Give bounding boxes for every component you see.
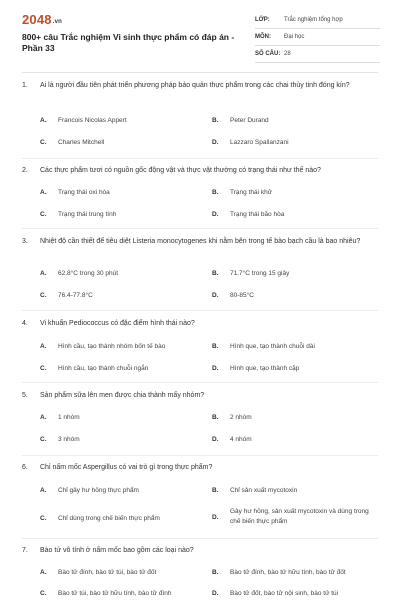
option-text: 1 nhóm (58, 414, 80, 421)
option-c[interactable] (40, 138, 200, 148)
option-d[interactable] (212, 435, 372, 445)
question-7 (22, 545, 378, 597)
logo-text: 2048 (22, 12, 52, 27)
option-text: 62.8°C trong 30 phút (58, 270, 119, 277)
question-number: 2. (22, 167, 28, 174)
option-d[interactable] (212, 364, 372, 374)
logo-suffix: .vn (52, 19, 63, 25)
page-title: 800+ câu Trắc nghiệm Vi sinh thực phẩm có đáp án - Phần 33 (22, 32, 235, 53)
option-text: Bào tử túi, bào tử hữu tính, bào tử đính (58, 590, 172, 597)
option-b[interactable] (212, 269, 372, 279)
option-letter: B. (212, 189, 219, 196)
option-letter: D. (212, 292, 219, 299)
option-a[interactable] (40, 116, 200, 126)
option-text: 76.4-77.8°C (58, 292, 93, 299)
option-b[interactable] (212, 568, 372, 578)
meta-count-value: 28 (284, 51, 291, 57)
question-number: 5. (22, 392, 28, 399)
option-a[interactable] (40, 568, 200, 578)
option-letter: A. (40, 117, 47, 124)
option-text: Lazzaro Spallanzani (230, 139, 289, 146)
option-text: 80-85°C (230, 292, 254, 299)
option-letter: C. (40, 436, 47, 443)
option-c[interactable] (40, 210, 200, 220)
question-number: 4. (22, 320, 28, 327)
option-letter: B. (212, 343, 219, 350)
header-divider (22, 72, 378, 73)
question-divider (22, 538, 378, 539)
option-c[interactable] (40, 514, 200, 524)
question-1 (22, 80, 378, 166)
option-letter: A. (40, 270, 47, 277)
option-letter: C. (40, 515, 47, 522)
option-letter: D. (212, 211, 219, 218)
option-letter: B. (212, 270, 219, 277)
option-d[interactable] (212, 589, 372, 599)
option-letter: C. (40, 292, 47, 299)
question-body: Vi khuẩn Pediococcus có đặc điểm hình thái nào? (40, 320, 195, 327)
option-d[interactable] (212, 291, 372, 301)
question-text (22, 390, 378, 401)
option-text: Charles Mitchell (58, 139, 105, 146)
question-text (22, 318, 378, 329)
option-text: Hình cầu, tạo thành nhóm bốn tế bào (58, 343, 166, 350)
option-letter: D. (212, 365, 219, 372)
option-letter: C. (40, 211, 47, 218)
question-body: Nhiệt độ cần thiết để tiêu diệt Listeria monocytogenes khi nằm bên trong tế bào bạch cầu là bao nhiêu? (40, 238, 361, 245)
option-a[interactable] (40, 269, 200, 279)
option-text: Bào tử đính, bào tử túi, bào tử đốt (58, 569, 157, 576)
question-body: Bào tử vô tính ở nấm mốc bao gồm các loại nào? (40, 547, 194, 554)
option-text: Bào tử đính, bào tử hữu tính, bào tử đốt (230, 569, 346, 576)
option-d[interactable] (212, 507, 372, 527)
option-d[interactable] (212, 138, 372, 148)
question-2 (22, 165, 378, 218)
option-text: Chỉ gây hư hỏng thực phẩm (58, 487, 139, 494)
question-body: Sản phẩm sữa lên men được chia thành mấy nhóm? (40, 392, 205, 399)
question-6 (22, 462, 378, 525)
option-letter: B. (212, 487, 219, 494)
option-text: Trạng thái khử (230, 189, 273, 196)
question-divider (22, 228, 378, 229)
question-number: 6. (22, 464, 28, 471)
meta-class-value: Trắc nghiệm tổng hợp (284, 17, 343, 23)
site-logo[interactable] (22, 12, 62, 27)
meta-class-row (255, 12, 380, 29)
option-b[interactable] (212, 413, 372, 423)
option-letter: A. (40, 189, 47, 196)
option-text: Trạng thái oxi hóa (58, 189, 110, 196)
option-text: 2 nhóm (230, 414, 252, 421)
option-c[interactable] (40, 291, 200, 301)
option-a[interactable] (40, 342, 200, 352)
option-b[interactable] (212, 188, 372, 198)
question-5 (22, 390, 378, 443)
option-letter: C. (40, 590, 47, 597)
question-body: Các thực phẩm tươi có nguồn gốc động vật và thực vật thường có trạng thái như thế nào? (40, 167, 321, 174)
option-letter: D. (212, 590, 219, 597)
question-divider (22, 382, 378, 383)
option-text: Trạng thái bão hòa (230, 211, 285, 218)
option-b[interactable] (212, 486, 372, 496)
option-letter: B. (212, 117, 219, 124)
option-text: Bào tử đốt, bào tử nội sinh, bào tử túi (230, 590, 339, 597)
option-a[interactable] (40, 486, 200, 496)
option-letter: C. (40, 365, 47, 372)
question-number: 3. (22, 238, 28, 245)
question-text (22, 165, 378, 176)
question-text (22, 80, 378, 91)
meta-count-label: SỐ CÂU: (255, 51, 281, 57)
question-3 (22, 236, 378, 299)
option-a[interactable] (40, 188, 200, 198)
option-c[interactable] (40, 435, 200, 445)
meta-class-label: LỚP: (255, 17, 270, 23)
question-divider (22, 310, 378, 311)
meta-subject-value: Đại học (284, 34, 305, 40)
option-d[interactable] (212, 210, 372, 220)
meta-info (255, 12, 380, 63)
option-text: Gây hư hỏng, sản xuất mycotoxin và dùng trong chế biến thực phẩm (230, 508, 369, 525)
option-text: Francois Nicolas Appert (58, 117, 127, 124)
question-divider (22, 158, 378, 159)
meta-subject-row (255, 29, 380, 46)
option-letter: A. (40, 343, 47, 350)
question-text (22, 545, 378, 556)
option-letter: C. (40, 139, 47, 146)
option-b[interactable] (212, 342, 372, 352)
question-number: 1. (22, 82, 28, 89)
option-letter: D. (212, 514, 219, 521)
meta-subject-label: MÔN: (255, 34, 271, 40)
option-letter: A. (40, 569, 47, 576)
option-c[interactable] (40, 589, 200, 599)
option-text: Chỉ sản xuất mycotoxin (230, 487, 298, 494)
question-text (22, 462, 378, 473)
option-letter: D. (212, 139, 219, 146)
question-text (22, 236, 378, 247)
option-text: Chỉ dùng trong chế biến thực phẩm (58, 515, 160, 522)
option-text: Trạng thái trung tính (58, 211, 117, 218)
option-text: Hình que, tạo thành cặp (230, 365, 300, 372)
meta-count-row (255, 46, 380, 63)
option-text: Hình que, tạo thành chuỗi dài (230, 343, 315, 350)
option-letter: D. (212, 436, 219, 443)
option-a[interactable] (40, 413, 200, 423)
question-body: Ai là người đầu tiên phát triển phương pháp bảo quản thực phẩm trong các chai thủy tinh đóng kín? (40, 82, 350, 89)
option-letter: A. (40, 487, 47, 494)
question-number: 7. (22, 547, 28, 554)
option-letter: B. (212, 569, 219, 576)
option-text: Hình cầu, tạo thành chuỗi ngắn (58, 365, 149, 372)
option-text: Peter Durand (230, 117, 269, 124)
option-text: 4 nhóm (230, 436, 252, 443)
option-text: 71.7°C trong 15 giây (230, 270, 290, 277)
option-letter: A. (40, 414, 47, 421)
option-letter: B. (212, 414, 219, 421)
option-b[interactable] (212, 116, 372, 126)
page-header (0, 0, 400, 70)
option-c[interactable] (40, 364, 200, 374)
option-text: 3 nhóm (58, 436, 80, 443)
question-body: Chỉ nấm mốc Aspergillus có vai trò gì trong thực phẩm? (40, 464, 213, 471)
question-4 (22, 318, 378, 372)
question-divider (22, 455, 378, 456)
